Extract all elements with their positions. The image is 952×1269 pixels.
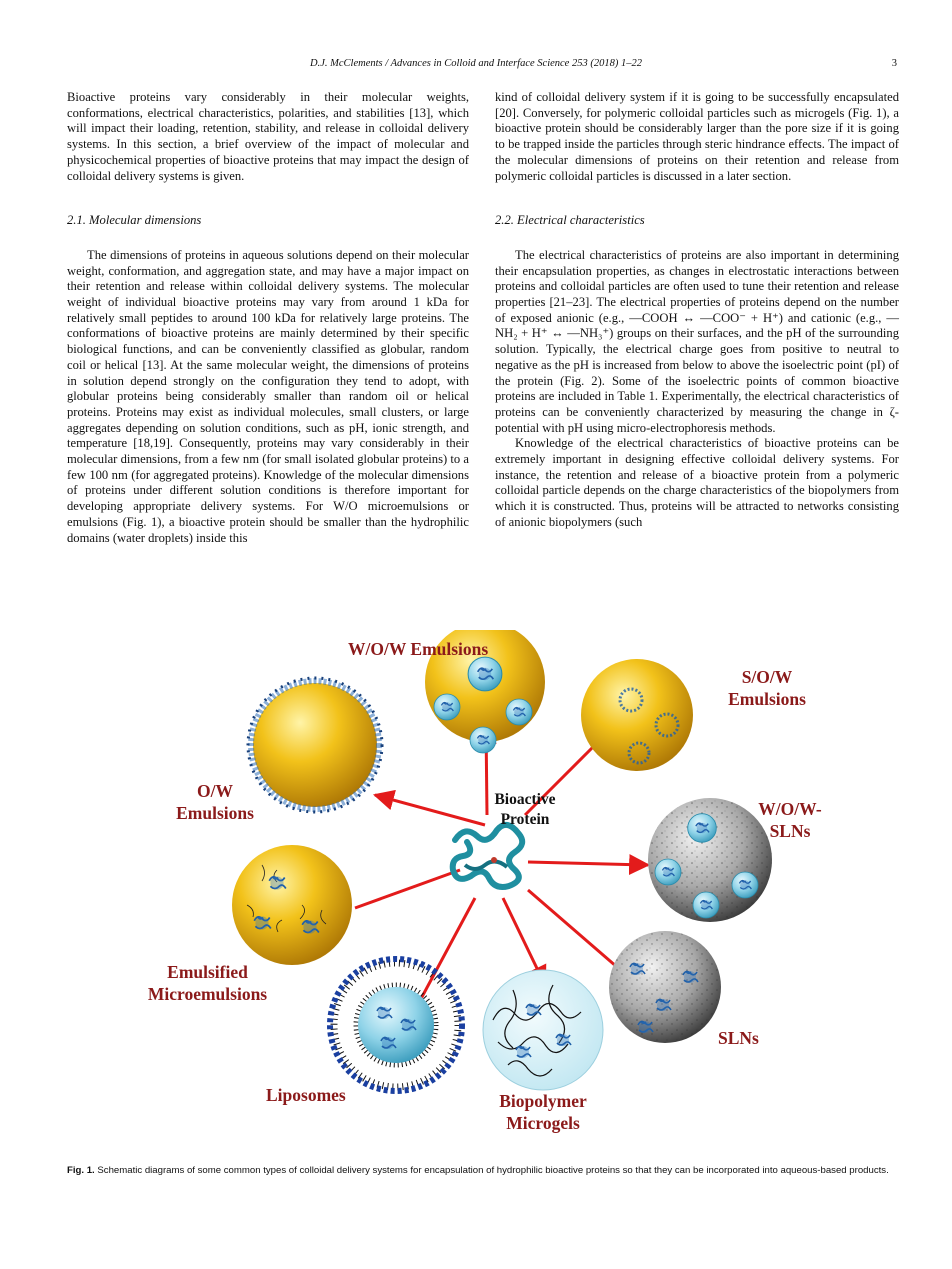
label-wow-emulsions: W/O/W Emulsions xyxy=(348,639,489,659)
left-column xyxy=(67,90,469,546)
label-biopolymer-microgels: Biopolymer Microgels xyxy=(499,1091,587,1133)
biopolymer-microgel-particle xyxy=(483,970,603,1090)
section-2-2-heading: 2.2. Electrical characteristics xyxy=(495,213,645,228)
continuation-paragraph: kind of colloidal delivery system if it is going to be successfully encapsulated [20]. Conversely, for polymeric colloidal particles such as microgels (Fig. 1), a bioactive protein should be considerably larger than the pore size if it is going to be trapped inside the particles through steric hindrance effects. The impact of the molecular dimensions of proteins on their retention and release from polymeric colloidal particles is discussed in a later section. xyxy=(495,90,899,183)
intro-paragraph: Bioactive proteins vary considerably in their molecular weights, conformations, electrical characteristics, polarities, and stabilities [13], which will impact their loading, retention, stability, and release in colloidal delivery systems. In this section, a brief overview of the impact of molecular and physicochemical properties of bioactive proteins that may impact the design of colloidal delivery systems is given. xyxy=(67,90,469,183)
sow-emulsion-particle xyxy=(581,659,693,771)
label-sow-emulsions: S/O/W Emulsions xyxy=(728,667,806,709)
section-2-1-paragraph: The dimensions of proteins in aqueous solutions depend on their molecular weight, conformation, and aggregation state, and may have a major impact on their retention and release within colloidal delivery systems. The molecular weight of individual bioactive proteins may vary from around 1 kDa for relatively small peptides to around 100 kDa for relatively large proteins. The conformations of bioactive proteins are mainly determined by their specific biological functions, and can be conveniently classified as globular, random coil or helical [13]. At the same molecular weight, the dimensions of proteins in solution depend strongly on the configuration they tend to adopt, with globular proteins being considerably smaller than random oil or helical proteins. Proteins may exist as individual molecules, small clusters, or large aggregates depending on solution conditions, such as pH, ionic strength, and temperature [18,19]. Consequently, proteins may vary considerably in their molecular dimensions, from a few nm (for small isolated globular proteins) to a few 100 nm (for aggregated proteins). Knowledge of the molecular dimensions of proteins under different solution conditions is therefore important for developing appropriate delivery systems. For W/O microemulsions or emulsions (Fig. 1), a bioactive protein should be smaller than the hydrophilic domains (water droplets) inside this xyxy=(67,247,469,545)
caption-text: Schematic diagrams of some common types of colloidal delivery systems for encapsulation of hydrophilic bioactive proteins so that they can be incorporated into aqueous-based products. xyxy=(97,1165,889,1176)
emulsified-microemulsion-particle xyxy=(232,845,352,965)
liposome-particle xyxy=(330,959,462,1091)
figure-1 xyxy=(140,630,820,1145)
ow-emulsion-particle xyxy=(248,678,382,812)
section-2-2-paragraph-2: Knowledge of the electrical characteristics of bioactive proteins can be extremely important in designing effective colloidal delivery systems. For instance, the retention and release of a bioactive protein from a polymeric colloidal particle depends on the charge characteristics of the biopolymers from which it is constructed. Thus, proteins will be attracted to networks consisting of anionic biopolymers (such xyxy=(495,436,899,529)
label-slns: SLNs xyxy=(718,1028,759,1048)
label-bioactive-protein: Bioactive Protein xyxy=(494,791,556,828)
label-wow-slns: W/O/W- SLNs xyxy=(758,799,822,841)
section-2-1-heading: 2.1. Molecular dimensions xyxy=(67,213,202,228)
figure-1-caption xyxy=(67,1164,899,1177)
label-liposomes: Liposomes xyxy=(266,1085,346,1105)
caption-label: Fig. 1. xyxy=(67,1165,95,1176)
running-title: D.J. McClements / Advances in Colloid and Interface Science 253 (2018) 1–22 xyxy=(310,58,642,69)
wow-sln-particle xyxy=(648,798,772,922)
sln-particle xyxy=(609,931,721,1043)
section-2-2-paragraph-1: The electrical characteristics of proteins are also important in determining their encapsulation properties, as changes in electrostatic interactions between proteins and colloidal particles are often used to tune their retention and release properties [21–23]. The electrical properties of proteins depend on the number of exposed anionic (e.g., —COOH ↔ —COO⁻ + H⁺) and cationic (e.g., —NH₂ + H⁺ ↔ —NH₃⁺) groups on their surfaces, and the pH of the surrounding solution. Typically, the electrical charge goes from positive to neutral to negative as the pH is increased from below to above the isoelectric point (pI) of the protein (Fig. 2). Some of the isoelectric points of common bioactive proteins are included in Table 1. Experimentally, the electrical characteristics of proteins can be conveniently characterized by measuring the change in ζ-potential with pH using micro-electrophoresis methods. xyxy=(495,247,899,435)
page-number: 3 xyxy=(891,58,897,69)
arrows xyxy=(355,722,648,1023)
right-column xyxy=(495,90,899,531)
bioactive-protein-structure xyxy=(453,825,522,887)
label-ow-emulsions: O/W Emulsions xyxy=(176,781,254,823)
label-emulsified-microemulsions: Emulsified Microemulsions xyxy=(147,962,268,1004)
